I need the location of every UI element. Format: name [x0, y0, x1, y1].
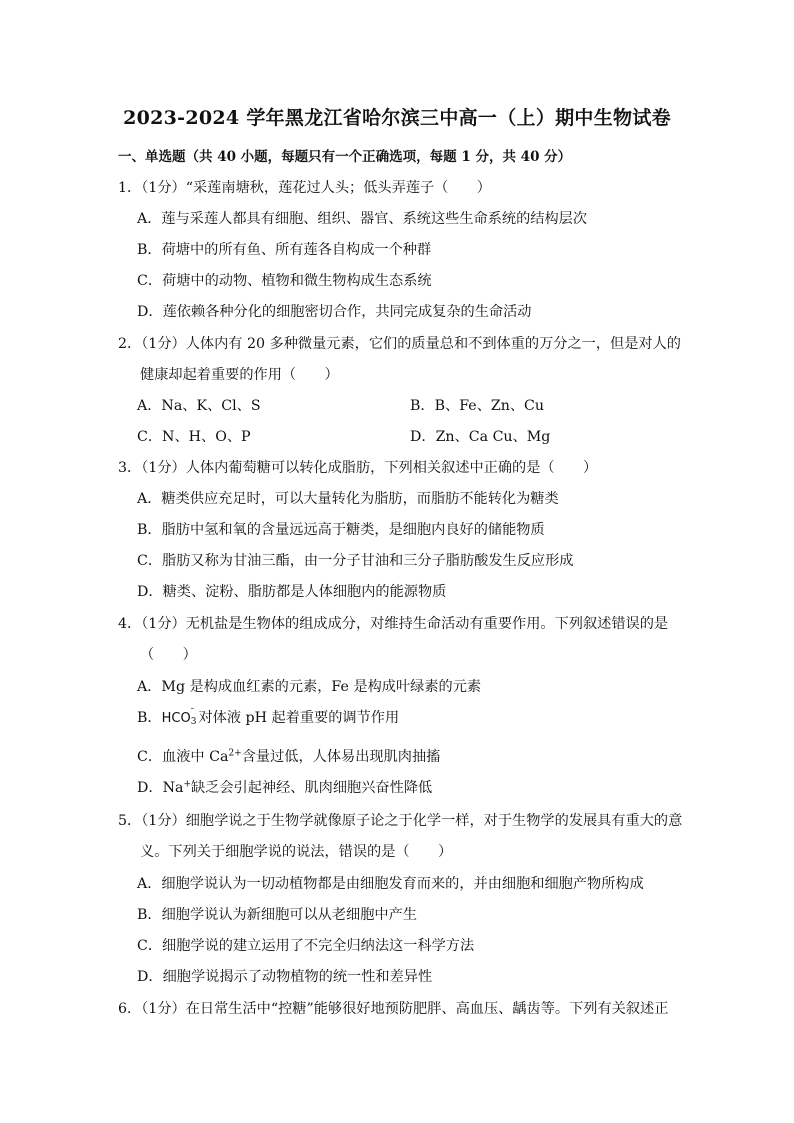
question-4-option-c: [137, 746, 440, 766]
question-6-stem: 6．（1分）在日常生活中“控糖”能够很好地预防肥胖、高血压、龋齿等。下列有关叙述正: [118, 1001, 669, 1017]
hco3-charge: -: [190, 704, 194, 714]
sodium-charge: +: [183, 779, 191, 790]
option-c-prefix: C．血液中 Ca: [137, 749, 229, 765]
calcium-charge: 2+: [228, 748, 242, 759]
option-c-text: 含量过低，人体易出现肌肉抽搐: [241, 749, 441, 765]
question-5-option-c: C．细胞学说的建立运用了不完全归纳法这一科学方法: [137, 938, 475, 954]
question-2-option-c: C．N、H、O、P: [137, 429, 251, 445]
document-title: 2023-2024 学年黑龙江省哈尔滨三中高一（上）期中生物试卷: [123, 107, 671, 129]
question-5-option-b: B．细胞学说认为新细胞可以从老细胞中产生: [137, 907, 417, 923]
option-b-prefix: B．: [137, 710, 162, 726]
question-3-stem: 3．（1分）人体内葡萄糖可以转化成脂肪，下列相关叙述中正确的是（ ）: [118, 460, 598, 476]
option-b-text: 对体液 pH 起着重要的调节作用: [198, 710, 400, 726]
hco3-subscript: 3: [190, 717, 197, 727]
question-3-option-b: B．脂肪中氢和氧的含量远远高于糖类，是细胞内良好的储能物质: [137, 522, 545, 538]
question-5-stem-cont: 义。下列关于细胞学说的说法，错误的是（ ）: [140, 844, 453, 860]
question-2-stem: 2．（1分）人体内有 20 多种微量元素，它们的质量总和不到体重的万分之一，但是对人的: [118, 336, 681, 352]
question-3-option-c: C．脂肪又称为甘油三酯，由一分子甘油和三分子脂肪酸发生反应形成: [137, 553, 574, 569]
question-4-option-d: [137, 777, 432, 797]
question-4-stem: 4．（1分）无机盐是生物体的组成成分，对维持生命活动有重要作用。下列叙述错误的是: [118, 616, 669, 632]
question-1-option-a: A．莲与采莲人都具有细胞、组织、器官、系统这些生命系统的结构层次: [137, 211, 588, 227]
question-1-option-c: C．荷塘中的动物、植物和微生物构成生态系统: [137, 273, 432, 289]
question-4-stem-cont: （ ）: [140, 647, 197, 663]
question-4-option-b: [137, 704, 400, 727]
question-5-option-d: D．细胞学说揭示了动物植物的统一性和差异性: [137, 969, 433, 985]
option-d-prefix: D．Na: [137, 780, 184, 796]
question-2-option-a: A．Na、K、Cl、S: [137, 398, 261, 414]
question-2-stem-cont: 健康却起着重要的作用（ ）: [140, 367, 339, 383]
question-5-option-a: A．细胞学说认为一切动植物都是由细胞发育而来的，并由细胞和细胞产物所构成: [137, 876, 644, 892]
question-1-option-d: D．莲依赖各种分化的细胞密切合作，共同完成复杂的生命活动: [137, 304, 532, 320]
question-3-option-a: A．糖类供应充足时，可以大量转化为脂肪，而脂肪不能转化为糖类: [137, 491, 559, 507]
question-2-option-d: D．Zn、Ca Cu、Mg: [410, 429, 551, 445]
hco3-formula: HCO: [161, 711, 191, 726]
question-3-option-d: D．糖类、淀粉、脂肪都是人体细胞内的能源物质: [137, 584, 447, 600]
option-d-text: 缺乏会引起神经、肌肉细胞兴奋性降低: [190, 780, 433, 796]
question-4-option-a: A．Mg 是构成血红素的元素，Fe 是构成叶绿素的元素: [137, 679, 482, 695]
question-1-stem: 1．（1分）“采莲南塘秋，莲花过人头；低头弄莲子（ ）: [118, 180, 491, 196]
question-1-option-b: B．荷塘中的所有鱼、所有莲各自构成一个种群: [137, 242, 432, 258]
section-heading: 一、单选题（共 40 小题，每题只有一个正确选项，每题 1 分，共 40 分）: [118, 149, 572, 165]
question-5-stem: 5．（1分）细胞学说之于生物学就像原子论之于化学一样，对于生物学的发展具有重大的意: [118, 813, 683, 829]
question-2-option-b: B．B、Fe、Zn、Cu: [410, 398, 545, 414]
